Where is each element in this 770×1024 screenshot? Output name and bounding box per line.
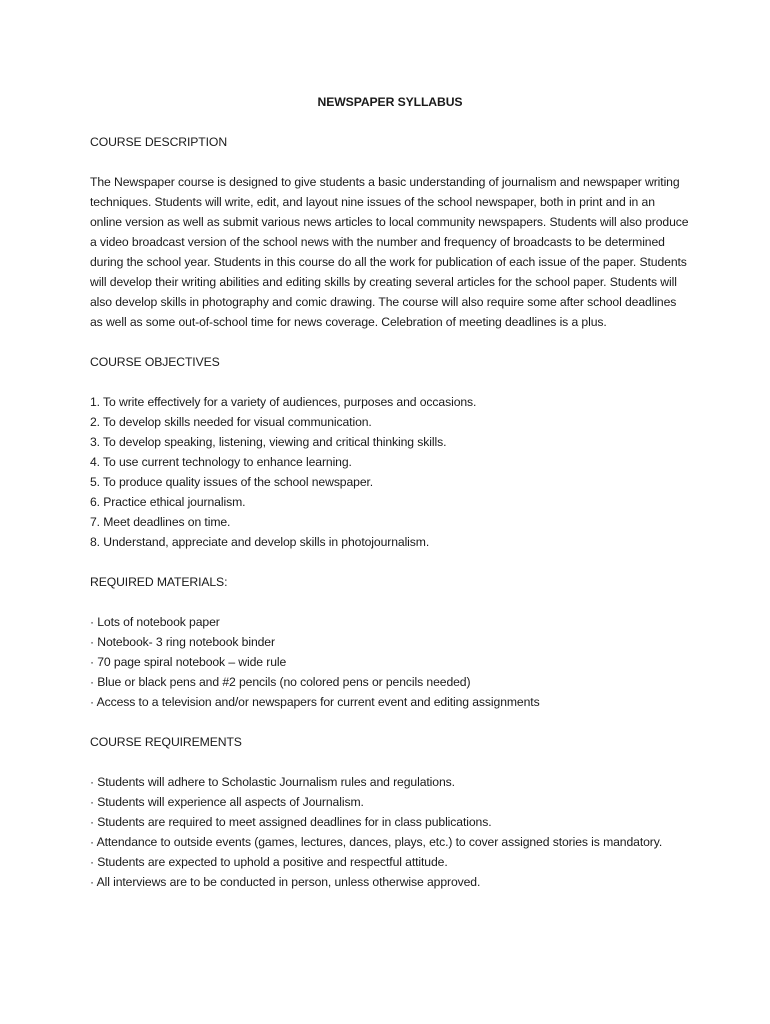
requirement-item: · Students are required to meet assigned deadlines for in class publications. — [90, 815, 492, 829]
requirement-item: · All interviews are to be conducted in person, unless otherwise approved. — [90, 875, 481, 889]
material-item: · Notebook- 3 ring notebook binder — [90, 635, 275, 649]
requirement-item: · Students will adhere to Scholastic Journalism rules and regulations. — [90, 775, 455, 789]
document-title: NEWSPAPER SYLLABUS — [317, 95, 463, 109]
objective-item: 6. Practice ethical journalism. — [90, 495, 246, 509]
requirement-item: · Attendance to outside events (games, lectures, dances, plays, etc.) to cover assigned stories is mandatory. — [90, 835, 663, 849]
material-item: · 70 page spiral notebook – wide rule — [90, 655, 287, 669]
syllabus-page — [90, 92, 690, 912]
objective-item: 4. To use current technology to enhance learning. — [90, 455, 352, 469]
required-materials-list — [90, 612, 690, 712]
course-objectives-heading: COURSE OBJECTIVES — [90, 355, 220, 369]
required-materials-heading: REQUIRED MATERIALS: — [90, 575, 228, 589]
requirement-item: · Students are expected to uphold a positive and respectful attitude. — [90, 855, 448, 869]
objective-item: 1. To write effectively for a variety of audiences, purposes and occasions. — [90, 395, 477, 409]
course-requirements-heading: COURSE REQUIREMENTS — [90, 735, 242, 749]
objective-item: 3. To develop speaking, listening, viewing and critical thinking skills. — [90, 435, 447, 449]
objective-item: 8. Understand, appreciate and develop skills in photojournalism. — [90, 535, 430, 549]
material-item: · Blue or black pens and #2 pencils (no colored pens or pencils needed) — [90, 675, 471, 689]
course-description-heading: COURSE DESCRIPTION — [90, 135, 228, 149]
course-requirements-list — [90, 772, 690, 892]
objective-item: 2. To develop skills needed for visual communication. — [90, 415, 372, 429]
course-description-text: The Newspaper course is designed to give students a basic understanding of journalism and newspaper writing techniques. Students will write, edit, and layout nine issues of the school newspaper, both in print and in an online version as well as submit various news articles to local community newspapers. Students will also produce a video broadcast version of the school news with the number and frequency of broadcasts to be determined during the school year. Students in this course do all the work for publication of each issue of the paper. Students will develop their writing abilities and editing skills by creating several articles for the school paper. Students will also develop skills in photography and comic drawing. The course will also require some after school deadlines as well as some out-of-school time for news coverage. Celebration of meeting deadlines is a plus. — [90, 175, 689, 329]
objective-item: 7. Meet deadlines on time. — [90, 515, 231, 529]
requirement-item: · Students will experience all aspects of Journalism. — [90, 795, 364, 809]
material-item: · Lots of notebook paper — [90, 615, 220, 629]
material-item: · Access to a television and/or newspapers for current event and editing assignments — [90, 695, 540, 709]
objective-item: 5. To produce quality issues of the school newspaper. — [90, 475, 374, 489]
course-objectives-list — [90, 392, 690, 552]
